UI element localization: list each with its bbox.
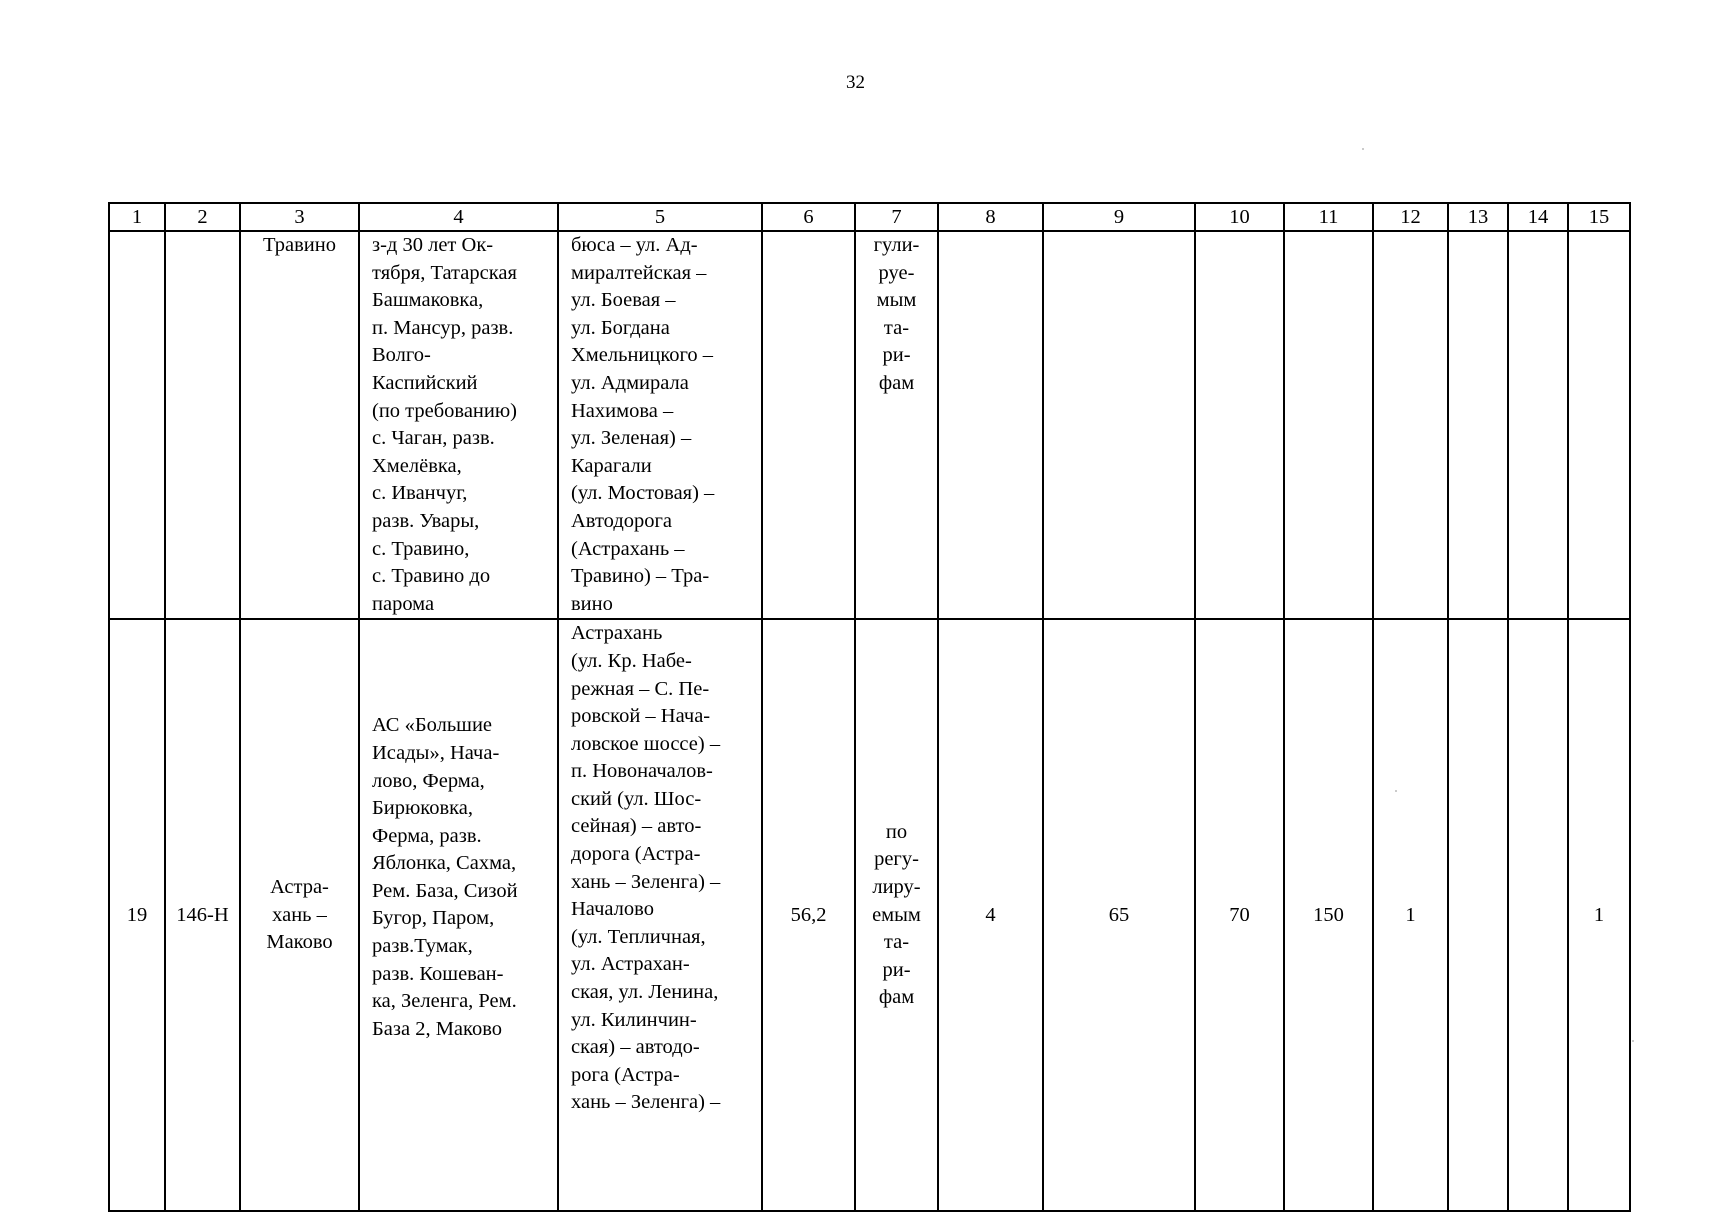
- cell-col10: [1195, 231, 1284, 619]
- cell-col12: [1373, 231, 1448, 619]
- route-table: [108, 202, 1631, 1212]
- cell-col14: [1508, 619, 1568, 1211]
- scan-speck: [1632, 1040, 1634, 1042]
- cell-stops: АС «Большие Исады», Нача- лово, Ферма, Бирюковка, Ферма, разв. Яблонка, Сахма, Рем. База, Сизой Бугор, Паром, разв.Тумак, разв. Кошеван- ка, Зеленга, Рем. База 2, Маково: [359, 619, 558, 1211]
- cell-length: [762, 231, 855, 619]
- cell-col11: [1284, 231, 1373, 619]
- cell-col15: [1568, 231, 1630, 619]
- cell-streets: Астрахань (ул. Кр. Набе- режная – С. Пе- ровской – Нача- ловское шоссе) – п. Новоначалов- ский (ул. Шос- сейная) – авто- дорога (Астра- хань – Зеленга) – Началово (ул. Тепличная, ул. Астрахан- ская, ул. Ленина, ул. Килинчин- ская) – автодо- рога (Астра- хань – Зеленга) –: [558, 619, 762, 1211]
- cell-col15: 1: [1568, 619, 1630, 1211]
- cell-col13: [1448, 231, 1508, 619]
- cell-col8: 4: [938, 619, 1043, 1211]
- header-cell: 1: [109, 203, 165, 231]
- scan-speck: [1395, 790, 1397, 792]
- page-number: 32: [846, 72, 865, 93]
- header-cell: 2: [165, 203, 240, 231]
- header-cell: 10: [1195, 203, 1284, 231]
- header-cell: 9: [1043, 203, 1195, 231]
- header-cell: 4: [359, 203, 558, 231]
- header-cell: 6: [762, 203, 855, 231]
- header-cell: 3: [240, 203, 359, 231]
- cell-number: 19: [109, 619, 165, 1211]
- header-cell: 5: [558, 203, 762, 231]
- cell-col9: [1043, 231, 1195, 619]
- cell-number: [109, 231, 165, 619]
- cell-streets: бюса – ул. Ад- миралтейская – ул. Боевая – ул. Богдана Хмельницкого – ул. Адмирала Нахимова – ул. Зеленая) – Карагали (ул. Мостовая) – Автодорога (Астрахань – Травино) – Тра- вино: [558, 231, 762, 619]
- cell-col14: [1508, 231, 1568, 619]
- header-cell: 11: [1284, 203, 1373, 231]
- header-cell: 14: [1508, 203, 1568, 231]
- cell-length: 56,2: [762, 619, 855, 1211]
- cell-col10: 70: [1195, 619, 1284, 1211]
- cell-route-code: [165, 231, 240, 619]
- header-cell: 13: [1448, 203, 1508, 231]
- cell-route-name: Травино: [240, 231, 359, 619]
- table-row: [109, 231, 1630, 619]
- cell-col12: 1: [1373, 619, 1448, 1211]
- header-cell: 8: [938, 203, 1043, 231]
- cell-tariff: гули- руе- мым та- ри- фам: [855, 231, 938, 619]
- cell-route-code: 146-Н: [165, 619, 240, 1211]
- table-row: [109, 619, 1630, 1211]
- cell-stops: з-д 30 лет Ок- тября, Татарская Башмаковка, п. Мансур, разв. Волго- Каспийский (по требованию) с. Чаган, разв. Хмелёвка, с. Иванчуг, разв. Увары, с. Травино, с. Травино до парома: [359, 231, 558, 619]
- header-cell: 7: [855, 203, 938, 231]
- cell-col11: 150: [1284, 619, 1373, 1211]
- cell-col8: [938, 231, 1043, 619]
- header-cell: 12: [1373, 203, 1448, 231]
- header-cell: 15: [1568, 203, 1630, 231]
- cell-col9: 65: [1043, 619, 1195, 1211]
- scan-speck: [1362, 148, 1364, 150]
- cell-route-name: Астра- хань – Маково: [240, 619, 359, 1211]
- header-row: [109, 203, 1630, 231]
- cell-col13: [1448, 619, 1508, 1211]
- cell-tariff: по регу- лиру- емым та- ри- фам: [855, 619, 938, 1211]
